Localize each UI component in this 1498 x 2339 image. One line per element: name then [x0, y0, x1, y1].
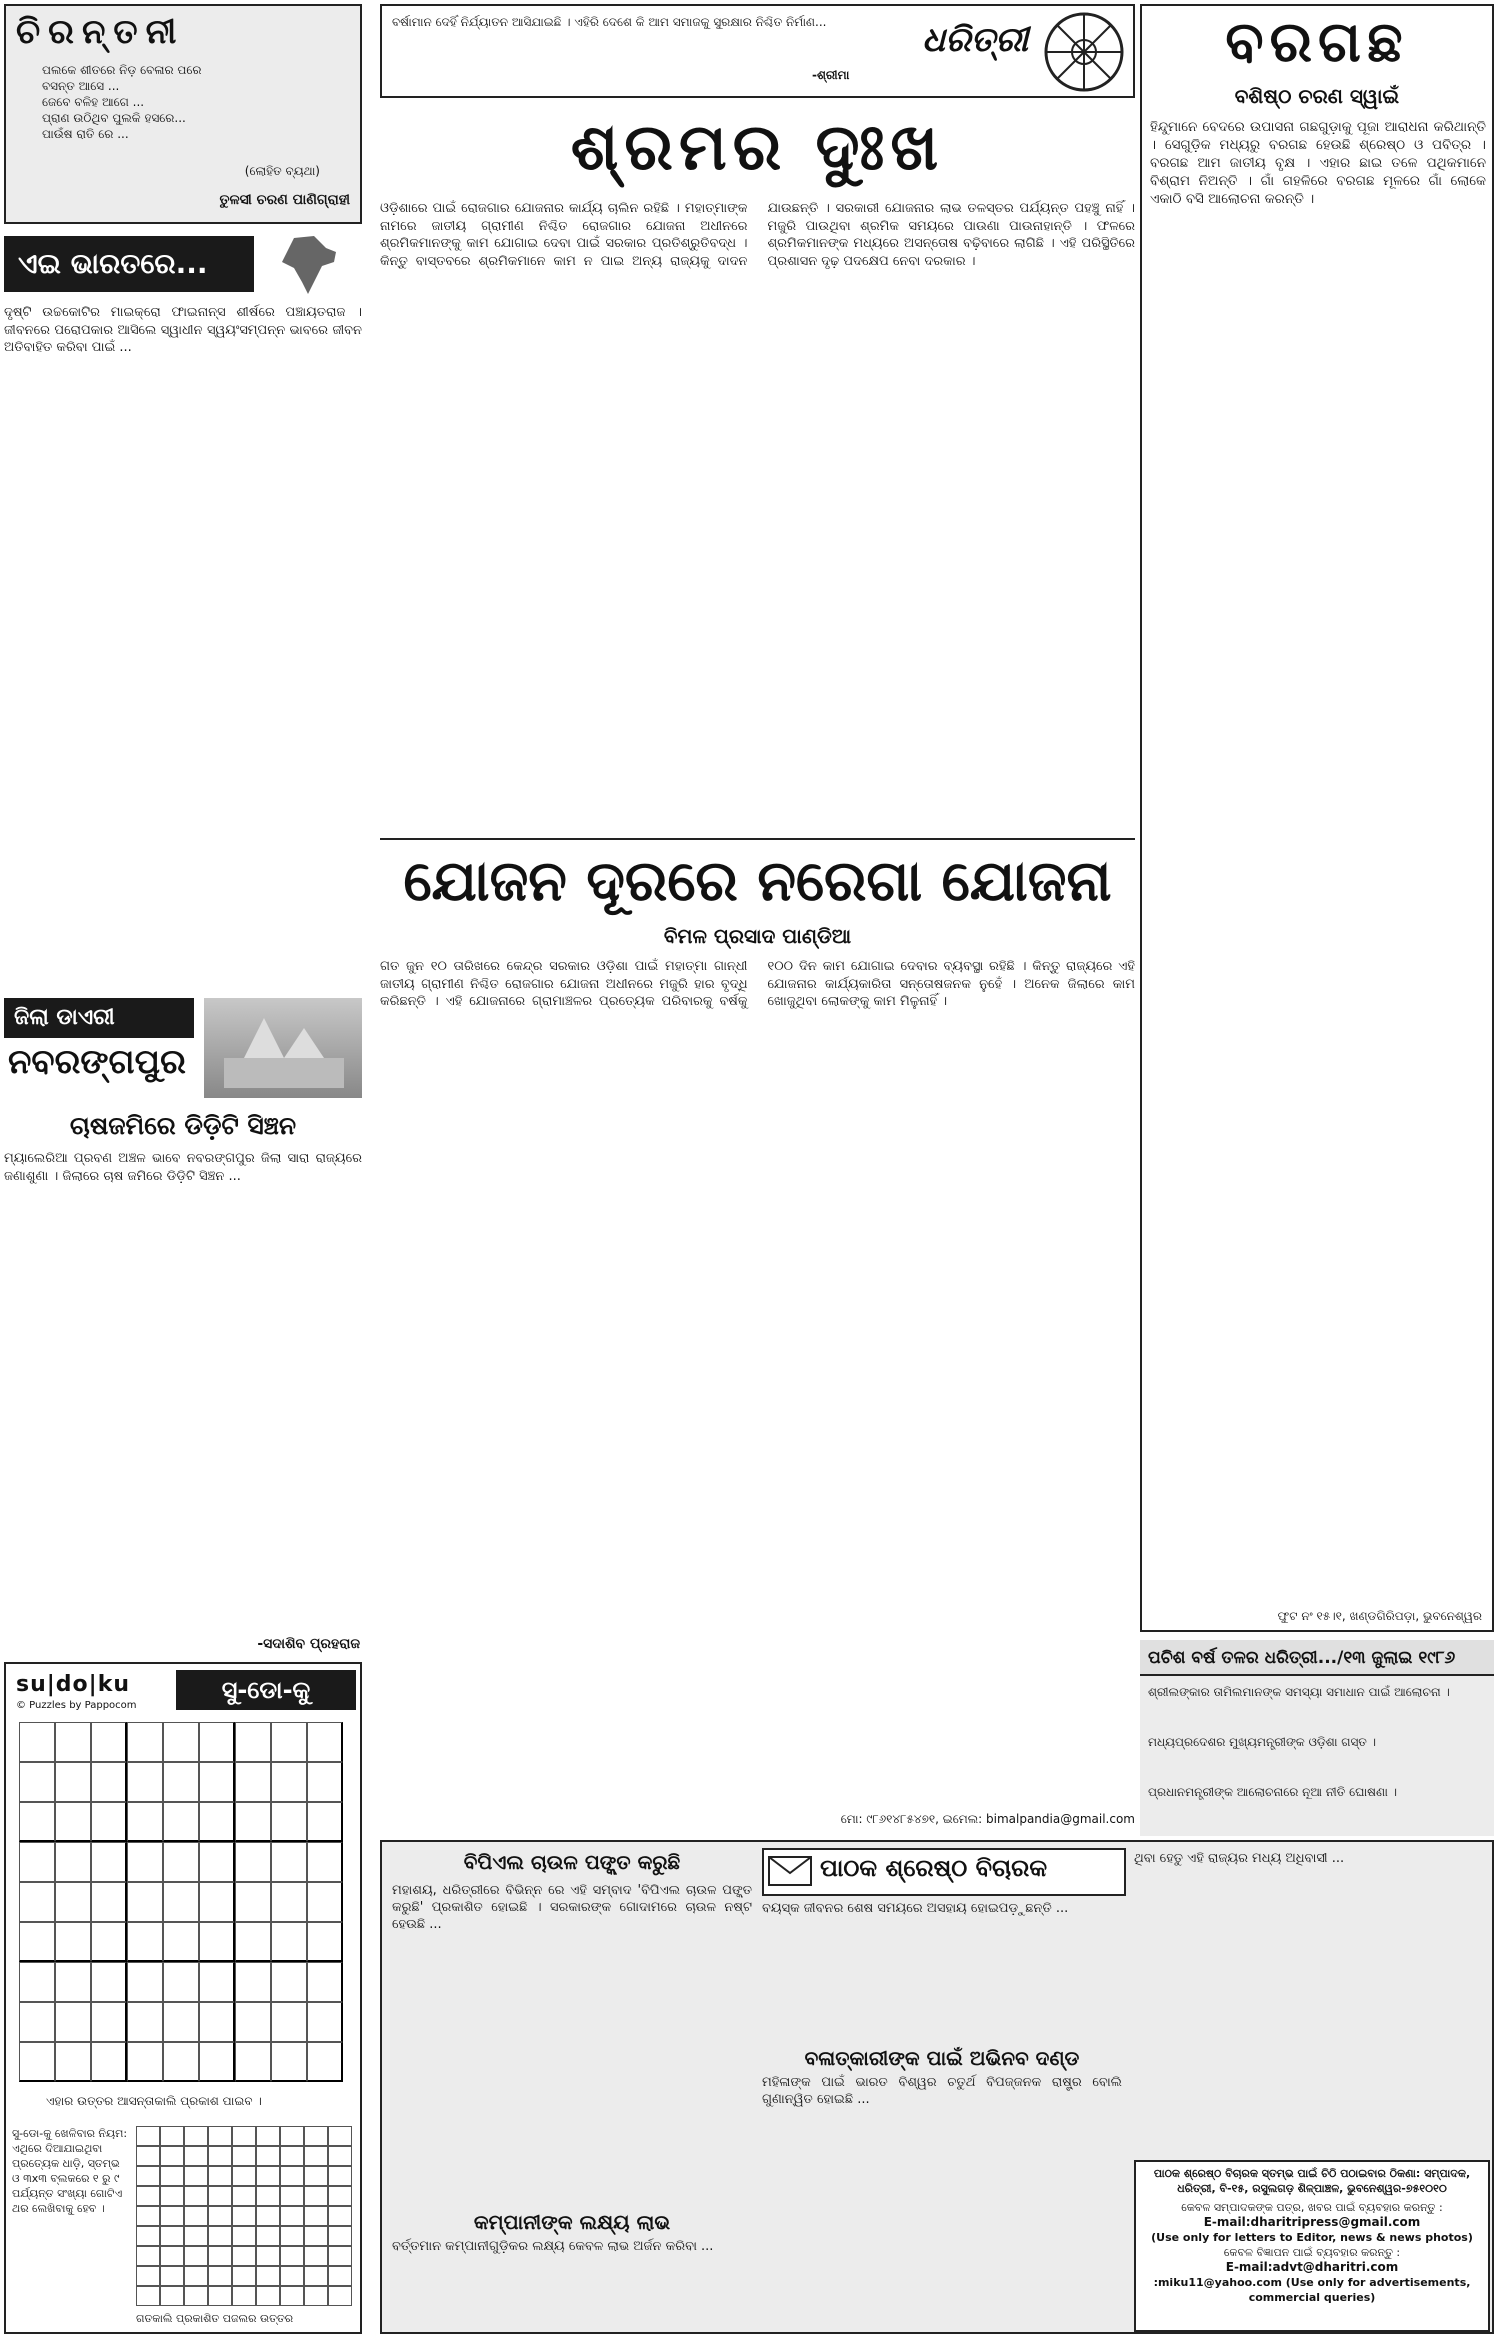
sudoku-cell — [271, 1762, 307, 1802]
right-letter-text: ଥିବା ହେତୁ ଏହି ରାଜ୍ୟର ମଧ୍ୟ ଅଧିବାସୀ ... — [1134, 1851, 1345, 1866]
chirantani-title: ଚିରନ୍ତନୀ — [16, 12, 185, 52]
envelope-icon — [768, 1856, 812, 1886]
sudoku-cell — [235, 1802, 271, 1842]
column-author: ବଶିଷ୍ଠ ଚରଣ ସ୍ୱାଇଁ — [1234, 84, 1400, 108]
sudoku-cell — [55, 1722, 91, 1762]
contact-address: ପାଠକ ଶ୍ରେଷ୍ଠ ବିଚାରକ ସ୍ତମ୍ଭ ପାଇଁ ଚିଠି ପଠାଇବାର ଠିକଣା: ସମ୍ପାଦକ, ଧରିତ୍ରୀ, ବି-୧୫, ରସୁଲଗଡ଼ ଶିଳ୍ପାଞ୍ଚଳ, ଭୁବନେଶ୍ୱର-୭୫୧୦୧୦ — [1153, 2167, 1471, 2195]
sudoku-cell — [163, 2042, 199, 2082]
sudoku-cell — [91, 1722, 127, 1762]
sudoku-cell — [235, 2002, 271, 2042]
twentyfive-box — [1140, 1640, 1494, 1836]
sudoku-cell — [199, 1962, 235, 2002]
article-email: ମୋ: ୯୮୬୧୪୮୫୪୭୧, ଇମେଲ: bimalpandia@gmail.com — [840, 1812, 1135, 1826]
masthead — [380, 4, 1135, 98]
editorial-title: ଶ୍ରମର ଦୁଃଖ — [570, 111, 945, 185]
sudoku-answer-note: ଏହାର ଉତ୍ତର ଆସନ୍ତାକାଲି ପ୍ରକାଶ ପାଇବ । — [46, 2094, 262, 2108]
editorial-text: ଓଡ଼ିଶାରେ ପାଇଁ ରୋଜଗାର ଯୋଜନାର କାର୍ଯ୍ୟ ଚାଲିନ ରହିଛି । ମହାତ୍ମାଙ୍କ ନାମରେ ଜାତୀୟ ଗ୍ରାମୀଣ ନିଶ୍ଚିତ ରୋଜଗାର ଯୋଜନା ଅଧୀନରେ ଶ୍ରମିକମାନଙ୍କୁ କାମ ଯୋଗାଇ ଦେବା ପାଇଁ ସରକାର ପ୍ରତିଶ୍ରୁତିବଦ୍ଧ । କିନ୍ତୁ ବାସ୍ତବରେ ଶ୍ରମିକମାନେ କାମ ନ ପାଇ ଅନ୍ୟ ରାଜ୍ୟକୁ ଦାଦନ ଯାଉଛନ୍ତି । ସରକାରୀ ଯୋଜନାର ଲାଭ ତଳସ୍ତର ପର୍ଯ୍ୟନ୍ତ ପହଞ୍ଚୁ ନାହିଁ । ମଜୁରି ପାଉଥିବା ଶ୍ରମିକ ସମୟରେ ପାଉଣା ପାଉନାହାନ୍ତି । ଫଳରେ ଶ୍ରମିକମାନଙ୍କ ମଧ୍ୟରେ ଅସନ୍ତୋଷ ବଢ଼ିବାରେ ଲାଗିଛି । ଏହି ପରିସ୍ଥିତିରେ ପ୍ରଶାସନ ଦୃଢ଼ ପଦକ୍ଷେପ ନେବା ଦରକାର । — [380, 201, 1135, 269]
sudoku-cell — [127, 2042, 163, 2082]
sudoku-cell — [19, 1922, 55, 1962]
sudoku-cell — [307, 1962, 343, 2002]
sudoku-cell — [199, 1922, 235, 1962]
column-text: ହିନ୍ଦୁମାନେ ବେଦରେ ଉପାସନା ଗଛଗୁଡ଼ାକୁ ପୂଜା ଆରାଧନା କରିଥାନ୍ତି । ସେଗୁଡ଼ିକ ମଧ୍ୟରୁ ବରଗଛ ହେଉଛି ଶ୍ରେଷ୍ଠ ଓ ପବିତ୍ର । ବରଗଛ ଆମ ଜାତୀୟ ବୃକ୍ଷ । ଏହାର ଛାଇ ତଳେ ପଥିକମାନେ ବିଶ୍ରାମ ନିଅନ୍ତି । ଗାଁ ଗହଳିରେ ବରଗଛ ମୂଳରେ ଗାଁ ଲୋକେ ଏକାଠି ବସି ଆଲୋଚନା କରନ୍ତି । — [1150, 119, 1486, 207]
sudoku-cell — [91, 1962, 127, 2002]
sudoku-cell — [19, 1722, 55, 1762]
sudoku-cell — [127, 1922, 163, 1962]
sudoku-cell — [55, 1922, 91, 1962]
contact-email2[interactable]: E-mail:advt@dharitri.com — [1225, 2260, 1399, 2274]
sudoku-solution-grid — [136, 2126, 352, 2306]
masthead-quote-author: -ଶ୍ରୀମା — [812, 68, 850, 82]
sudoku-help-text: ସୁ-ଡୋ-କୁ ଖେଳିବାର ନିୟମ: ଏଥିରେ ଦିଆଯାଇଥିବା ପ୍ରତ୍ୟେକ ଧାଡ଼ି, ସ୍ତମ୍ଭ ଓ ୩x୩ ବ୍ଲକରେ ୧ ରୁ ୯ ପର୍ଯ୍ୟନ୍ତ ସଂଖ୍ୟା ଗୋଟିଏ ଥର ଲେଖିବାକୁ ହେବ । — [12, 2127, 128, 2215]
column-dateline: ଫୁଟ ନଂ ୧୫।୧, ଖଣ୍ଡଗିରିପଡ଼ା, ଭୁବନେଶ୍ୱର — [1277, 1609, 1482, 1623]
sudoku-cell — [55, 1882, 91, 1922]
sudoku-box — [4, 1662, 362, 2334]
sudoku-cell — [307, 1762, 343, 1802]
sudoku-cell — [307, 1842, 343, 1882]
sudoku-cell — [235, 1842, 271, 1882]
district-name: ନବରଙ୍ଗପୁର — [8, 1042, 186, 1082]
sudoku-cell — [235, 2042, 271, 2082]
sudoku-cell — [127, 1762, 163, 1802]
twentyfive-title: ପଚିଶ ବର୍ଷ ତଳର ଧରିତ୍ରୀ.../୧୩ ଜୁଲାଇ ୧୯୮୬ — [1140, 1640, 1494, 1676]
sudoku-cell — [199, 2002, 235, 2042]
ei-bharatare-title: ଏଇ ଭାରତରେ... — [4, 236, 254, 292]
sudoku-cell — [127, 2002, 163, 2042]
twentyfive-item: ଶ୍ରୀଲଙ୍କାର ତାମିଲମାନଙ୍କ ସମସ୍ୟା ସମାଧାନ ପାଇଁ ଆଲୋଚନା । — [1148, 1685, 1450, 1699]
contact-email1[interactable]: E-mail:dharitripress@gmail.com — [1203, 2215, 1421, 2229]
sudoku-prev-note: ଗତକାଲି ପ୍ରକାଶିତ ପଜଲର ଉତ୍ତର — [136, 2312, 294, 2325]
sudoku-cell — [307, 1922, 343, 1962]
chirantani-source: (ଲୋହିତ ବ୍ୟଥା) — [244, 164, 320, 178]
chakra-logo-icon — [1042, 10, 1126, 94]
sudoku-cell — [307, 1882, 343, 1922]
sudoku-cell — [271, 1962, 307, 2002]
best-letter-title: ପାଠକ ଶ୍ରେଷ୍ଠ ବିଚାରକ — [820, 1854, 1048, 1882]
letter1-title: ବିପିଏଲ ଚାଉଳ ପଙ୍କ୍ତ କରୁଛି — [463, 1850, 681, 1874]
sudoku-cell — [199, 2042, 235, 2082]
sudoku-cell — [163, 1802, 199, 1842]
sudoku-cell — [199, 1802, 235, 1842]
sudoku-cell — [19, 1762, 55, 1802]
sudoku-cell — [19, 2002, 55, 2042]
sudoku-cell — [271, 1922, 307, 1962]
sudoku-cell — [19, 1962, 55, 2002]
chasha-author: -ସଦାଶିବ ପ୍ରହରାଜ — [257, 1636, 360, 1652]
sudoku-cell — [307, 1802, 343, 1842]
masthead-quote: ବର୍ଷାମାନ ଦେହିଁ ନିର୍ଯ୍ୟାତନ ଆସିଯାଇଛି । ଏହିରି ଦେଶେ କି ଆମ ସମାଜକୁ ସୁରକ୍ଷାର ନିଶ୍ଚିତ ନିର୍ମାଣ... — [392, 15, 827, 29]
chasha-title: ଚାଷଜମିରେ ଡିଡ଼ିଟି ସିଞ୍ଚନ — [69, 1111, 297, 1140]
sudoku-cell — [55, 1802, 91, 1842]
sudoku-cell — [271, 1802, 307, 1842]
sudoku-cell — [19, 1802, 55, 1842]
sudoku-cell — [307, 1722, 343, 1762]
letter3-text: ମହିଳାଙ୍କ ପାଇଁ ଭାରତ ବିଶ୍ୱର ଚତୁର୍ଥ ବିପଜ୍ଜନକ ରାଷ୍ଟ୍ର ବୋଲି ଗୁଣାନ୍ୱିତ ହୋଇଛି ... — [762, 2075, 1122, 2107]
twentyfive-item: ମଧ୍ୟପ୍ରଦେଶର ମୁଖ୍ୟମନ୍ତ୍ରୀଙ୍କ ଓଡ଼ିଶା ଗସ୍ତ । — [1148, 1735, 1377, 1749]
chirantani-poem: ପଲକେ ଶୀତରେ ନିଡ଼ ବେଳାର ପରେ ବସନ୍ତ ଆସେ ... ଜେବେ ବଳିହ ଆଗେ ... ପ୍ରାଣ ଉଠିଥିବ ପୁଲକି ହସରେ... ପାଉଁଷ ରାତି ରେ ... — [42, 63, 202, 141]
sudoku-cell — [19, 2042, 55, 2082]
article-author: ବିମଳ ପ୍ରସାଦ ପାଣ୍ଡିଆ — [663, 924, 852, 948]
sudoku-cell — [91, 1882, 127, 1922]
sudoku-credit: © Puzzles by Pappocom — [16, 1700, 137, 1711]
best-letter-text: ବୟସ୍କ ଜୀବନର ଶେଷ ସମୟରେ ଅସହାୟ ହୋଇପଡ଼ୁଛନ୍ତି ... — [762, 1901, 1069, 1916]
sudoku-cell — [127, 1842, 163, 1882]
sudoku-cell — [19, 1882, 55, 1922]
contact-email1-note: (Use only for letters to Editor, news & news photos) — [1151, 2231, 1473, 2244]
best-letter-header — [762, 1848, 1126, 1896]
bargachha-box — [1140, 4, 1494, 1632]
sudoku-cell — [163, 1762, 199, 1802]
sudoku-cell — [235, 1922, 271, 1962]
sudoku-cell — [163, 1882, 199, 1922]
column-title: ବରଗଛ — [1225, 10, 1409, 75]
sudoku-cell — [91, 1802, 127, 1842]
temple-photo — [204, 998, 362, 1098]
letter3-title: ବଳାତ୍କାରୀଙ୍କ ପାଇଁ ଅଭିନବ ଦଣ୍ଡ — [804, 2046, 1080, 2070]
letters-box — [380, 1840, 1494, 2334]
sudoku-cell — [127, 1802, 163, 1842]
letter2-title: କମ୍ପାନୀଙ୍କ ଲକ୍ଷ୍ୟ ଲାଭ — [473, 2210, 671, 2234]
ei-bharatare-banner — [4, 234, 362, 296]
contact-email3[interactable]: :miku11@yahoo.com (Use only for advertisements, commercial queries) — [1153, 2276, 1471, 2304]
sudoku-cell — [127, 1882, 163, 1922]
sudoku-cell — [163, 2002, 199, 2042]
chasha-text: ମ୍ୟାଲେରିଆ ପ୍ରବଣ ଅଞ୍ଚଳ ଭାବେ ନବରଙ୍ଗପୁର ଜିଲା ସାରା ରାଜ୍ୟରେ ଜଣାଶୁଣା । ଜିଲାରେ ଚାଷ ଜମିରେ ଡିଡ଼ିଟି ସିଞ୍ଚନ ... — [4, 1151, 362, 1184]
twentyfive-item: ପ୍ରଧାନମନ୍ତ୍ରୀଙ୍କ ଆଲୋଚନାରେ ନୂଆ ନୀତି ଘୋଷଣା । — [1148, 1785, 1398, 1799]
sudoku-logo: su|do|ku — [16, 1672, 130, 1697]
ei-bharatare-text: ଦୃଷ୍ଟି ଉଚ୍ଚକୋଟିର ମାଇକ୍ରୋ ଫାଇନାନ୍ସ ଶୀର୍ଷରେ ପଞ୍ଚାୟତରାଜ । ଜୀବନରେ ପରୋପକାର ଆସିଲେ ସ୍ୱାଧୀନ ସ୍ୱୟଂସମ୍ପନ୍ନ ଭାବରେ ଜୀବନ ଅତିବାହିତ କରିବା ପାଇଁ ... — [4, 305, 362, 355]
sudoku-cell — [235, 1882, 271, 1922]
sudoku-cell — [235, 1962, 271, 2002]
sudoku-cell — [91, 2002, 127, 2042]
article-title: ଯୋଜନ ଦୂରରେ ନରେଗା ଯୋଜନା — [403, 849, 1112, 914]
sudoku-cell — [55, 1842, 91, 1882]
sudoku-cell — [163, 1842, 199, 1882]
sudoku-cell — [19, 1842, 55, 1882]
sudoku-cell — [91, 1842, 127, 1882]
sudoku-cell — [199, 1722, 235, 1762]
contact-note2: କେବଳ ବିଜ୍ଞାପନ ପାଇଁ ବ୍ୟବହାର କରନ୍ତୁ : — [1223, 2246, 1401, 2259]
sudoku-cell — [307, 2002, 343, 2042]
contact-note1: କେବଳ ସମ୍ପାଦକଙ୍କ ପତ୍ର, ଖବର ପାଇଁ ବ୍ୟବହାର କରନ୍ତୁ : — [1181, 2201, 1443, 2214]
sudoku-cell — [55, 2002, 91, 2042]
india-map-icon — [274, 234, 344, 296]
contact-box — [1134, 2160, 1490, 2332]
chirantani-box — [4, 4, 362, 224]
sudoku-title: ସୁ-ଡୋ-କୁ — [176, 1670, 356, 1710]
temple-icon — [204, 998, 362, 1098]
sudoku-cell — [235, 1762, 271, 1802]
sudoku-cell — [163, 1722, 199, 1762]
divider — [380, 838, 1135, 840]
sudoku-cell — [55, 1762, 91, 1802]
sudoku-cell — [271, 2042, 307, 2082]
paper-logo: ଧରିତ୍ରୀ — [922, 20, 1029, 60]
district-diary-label: ଜିଲା ଡାଏରୀ — [4, 998, 194, 1038]
sudoku-cell — [91, 1922, 127, 1962]
sudoku-cell — [91, 2042, 127, 2082]
sudoku-cell — [199, 1882, 235, 1922]
sudoku-cell — [307, 2042, 343, 2082]
sudoku-cell — [271, 1722, 307, 1762]
sudoku-grid — [19, 1722, 383, 2086]
sudoku-cell — [55, 1962, 91, 2002]
letter1-text: ମହାଶୟ, ଧରିତ୍ରୀରେ ବିଭିନ୍ନ ରେ ଏହି ସମ୍ବାଦ 'ବିପିଏଲ ଚାଉଳ ପଙ୍କ୍ତ କରୁଛି' ପ୍ରକାଶିତ ହୋଇଛି । ସରକାରଙ୍କ ଗୋଦାମରେ ଚାଉଳ ନଷ୍ଟ ହେଉଛି ... — [392, 1883, 752, 1932]
sudoku-cell — [91, 1762, 127, 1802]
sudoku-cell — [271, 2002, 307, 2042]
sudoku-cell — [127, 1722, 163, 1762]
sudoku-cell — [271, 1882, 307, 1922]
sudoku-cell — [127, 1962, 163, 2002]
sudoku-cell — [163, 1922, 199, 1962]
sudoku-cell — [199, 1762, 235, 1802]
sudoku-cell — [55, 2042, 91, 2082]
sudoku-cell — [235, 1722, 271, 1762]
sudoku-cell — [271, 1842, 307, 1882]
district-diary-header — [4, 998, 362, 1102]
article-text: ଗତ ଜୁନ ୧୦ ତାରିଖରେ କେନ୍ଦ୍ର ସରକାର ଓଡ଼ିଶା ପାଇଁ ମହାତ୍ମା ଗାନ୍ଧୀ ଜାତୀୟ ଗ୍ରାମୀଣ ନିଶ୍ଚିତ ରୋଜଗାର ଯୋଜନା ଅଧୀନରେ ମଜୁରି ହାର ବୃଦ୍ଧି କରିଛନ୍ତି । ଏହି ଯୋଜନାରେ ଗ୍ରାମାଞ୍ଚଳର ପ୍ରତ୍ୟେକ ପରିବାରକୁ ବର୍ଷକୁ ୧୦୦ ଦିନ କାମ ଯୋଗାଇ ଦେବାର ବ୍ୟବସ୍ଥା ରହିଛି । କିନ୍ତୁ ରାଜ୍ୟରେ ଏହି ଯୋଜନାର କାର୍ଯ୍ୟକାରିତା ସନ୍ତୋଷଜନକ ନୁହେଁ । ଅନେକ ଜିଲାରେ କାମ ଖୋଜୁଥିବା ଲୋକଙ୍କୁ କାମ ମିଳୁନାହିଁ । — [380, 959, 1135, 1009]
sudoku-cell — [163, 1962, 199, 2002]
sudoku-cell — [199, 1842, 235, 1882]
letter2-text: ବର୍ତ୍ତମାନ କମ୍ପାନୀଗୁଡ଼ିକର ଲକ୍ଷ୍ୟ କେବଳ ଲାଭ ଅର୍ଜନ କରିବା ... — [392, 2239, 714, 2254]
chirantani-author: ତୁଳସୀ ଚରଣ ପାଣିଗ୍ରାହୀ — [219, 192, 350, 208]
